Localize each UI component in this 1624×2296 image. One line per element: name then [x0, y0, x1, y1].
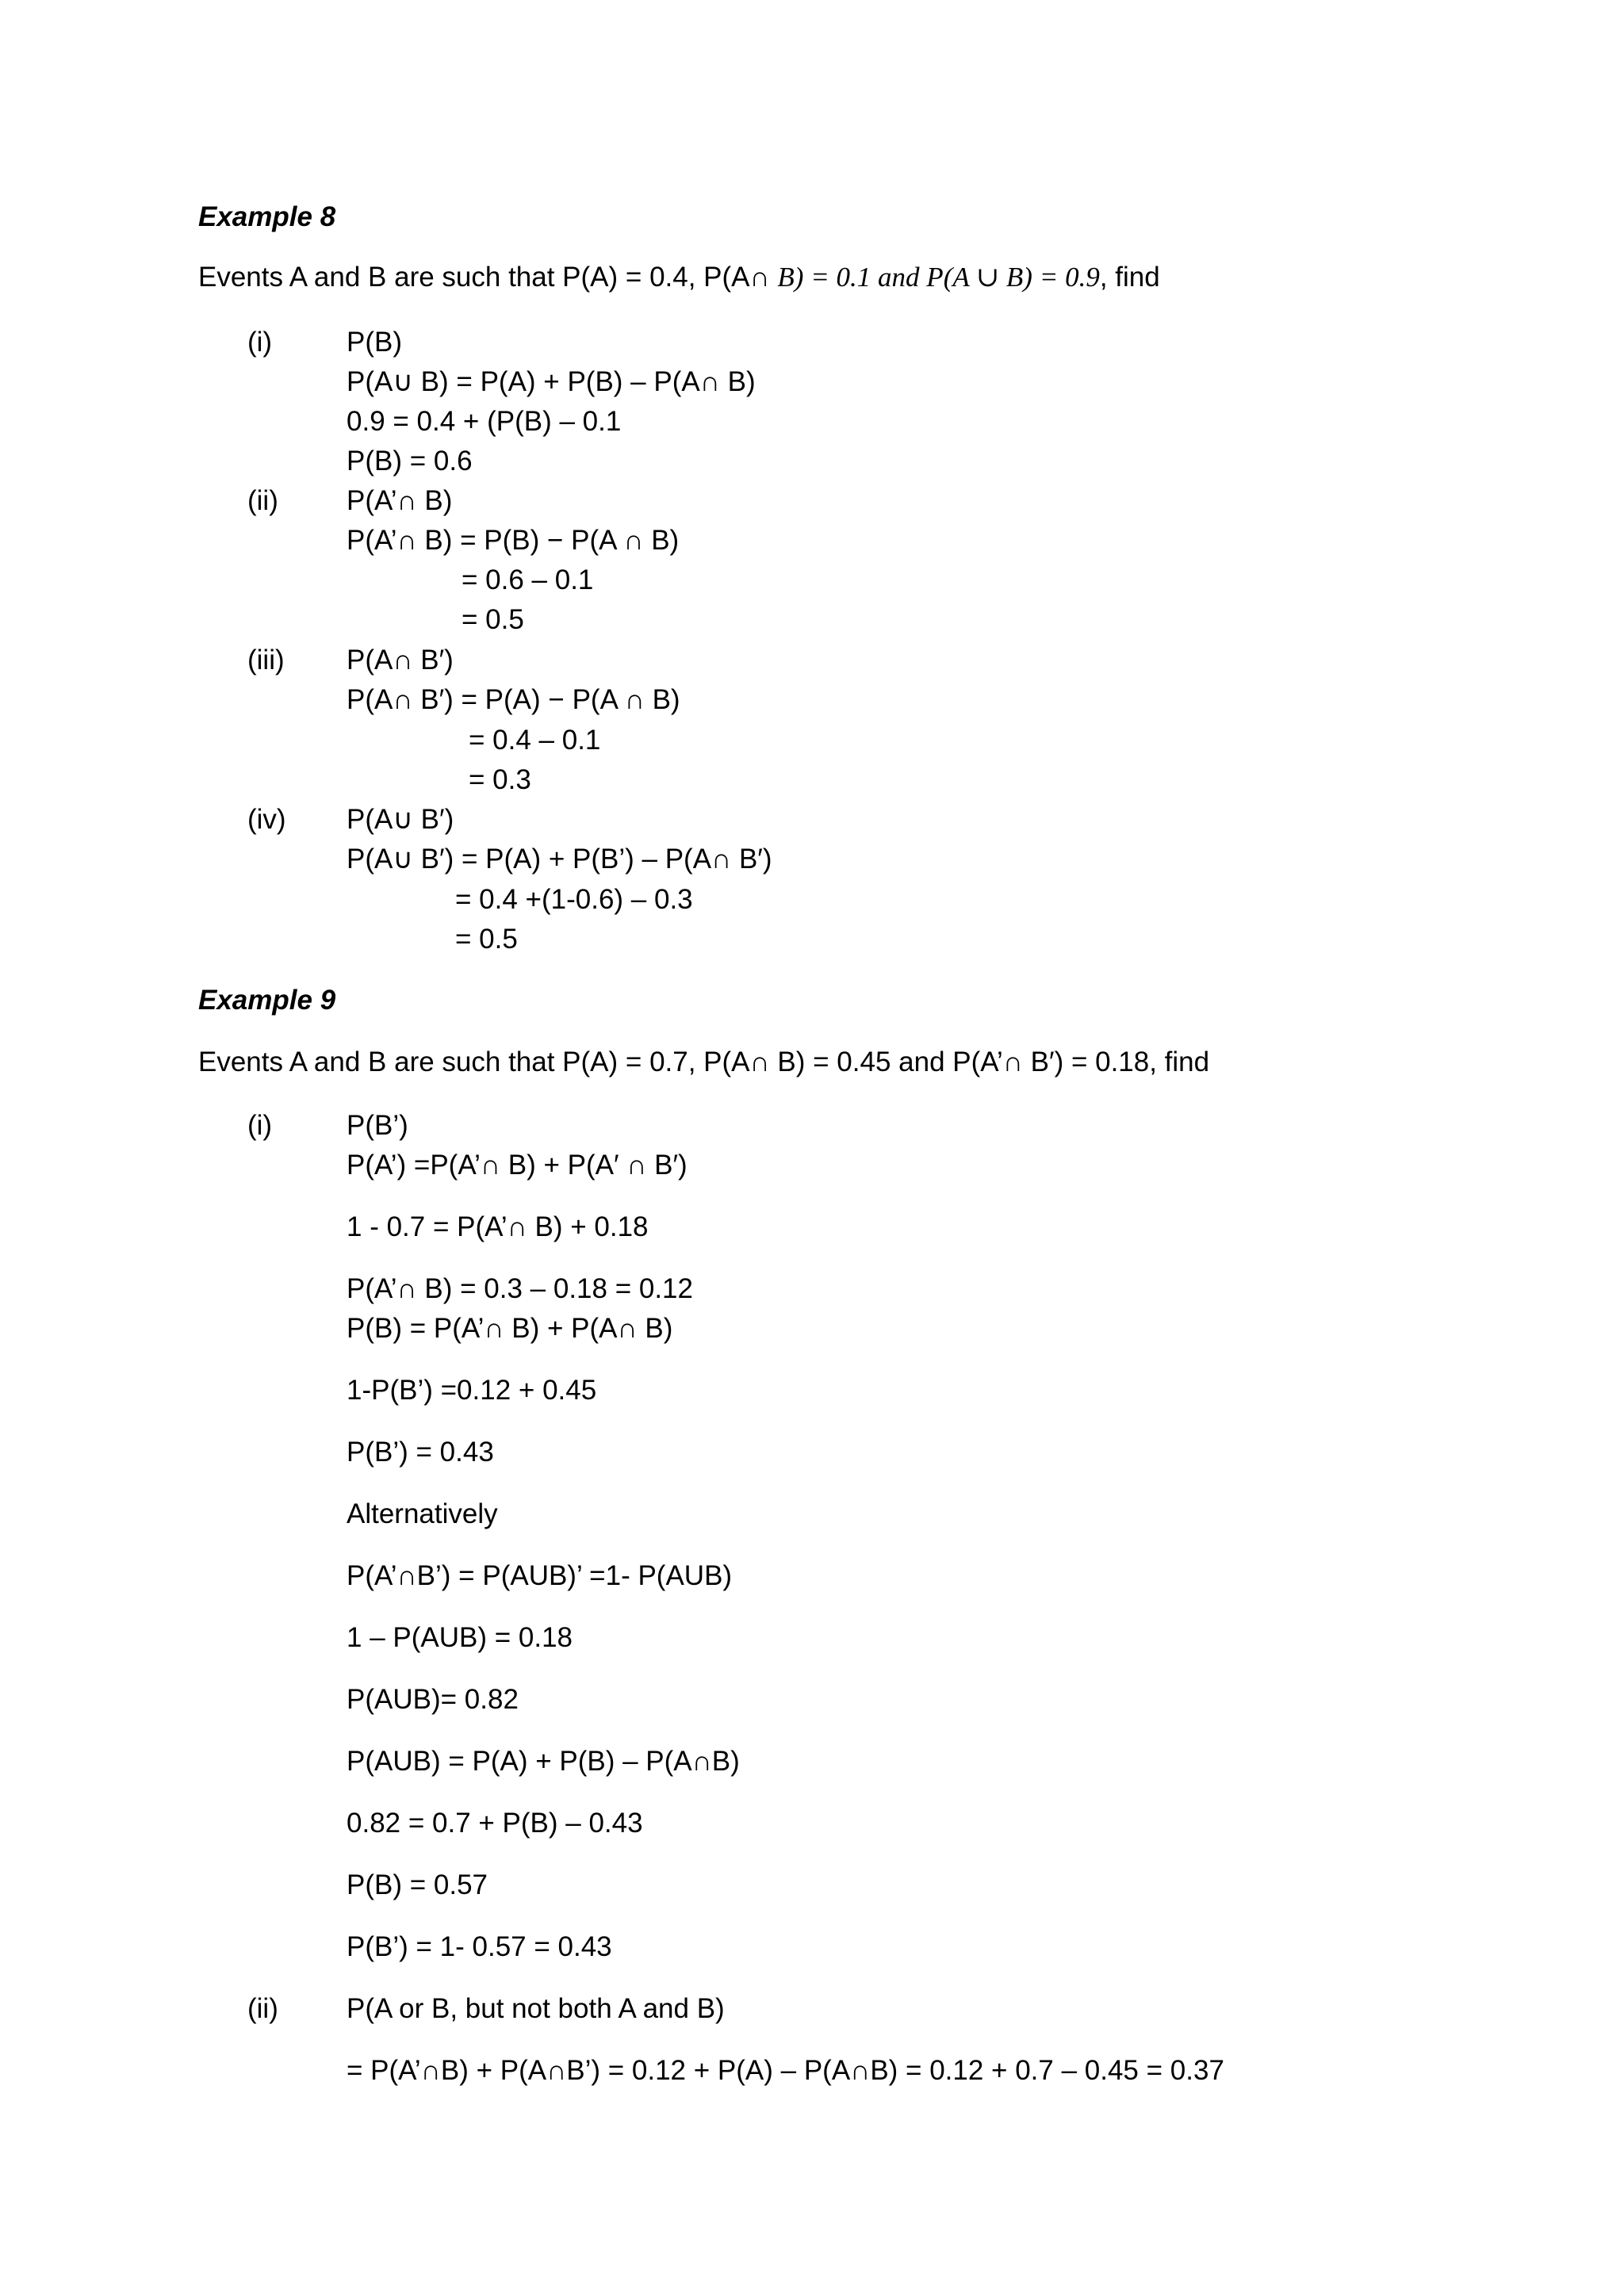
solution-line: P(B) = 0.57	[347, 1869, 488, 1900]
solution-line: P(A’∩ B)	[347, 485, 453, 516]
solution-line: P(AUB)= 0.82	[347, 1684, 519, 1715]
solution-line: = 0.5	[462, 604, 524, 635]
solution-line: P(B’) = 0.43	[347, 1437, 494, 1468]
solution-line: P(B)	[347, 327, 402, 358]
part-label-i: (i)	[247, 327, 273, 358]
solution-line: P(B) = 0.6	[347, 446, 473, 476]
solution-line: 1 - 0.7 = P(A’∩ B) + 0.18	[347, 1211, 649, 1242]
solution-line: P(B’) = 1- 0.57 = 0.43	[347, 1931, 612, 1962]
solution-line: P(AUB) = P(A) + P(B) – P(A∩B)	[347, 1746, 740, 1777]
solution-line: = 0.4 – 0.1	[469, 725, 601, 756]
solution-line: = 0.6 – 0.1	[462, 564, 594, 595]
solution-line: P(A’) =P(A’∩ B) + P(A′ ∩ B′)	[347, 1150, 688, 1181]
solution-line: P(A∩ B′)	[347, 645, 454, 675]
solution-line: P(A’∩B’) = P(AUB)’ =1- P(AUB)	[347, 1560, 733, 1591]
solution-line: = 0.5	[455, 924, 518, 955]
solution-line: Alternatively	[347, 1498, 498, 1529]
part-label-ii: (ii)	[247, 1993, 278, 2024]
solution-line: = 0.4 +(1-0.6) – 0.3	[455, 884, 693, 915]
solution-line: P(A’∩ B) = 0.3 – 0.18 = 0.12	[347, 1273, 693, 1304]
solution-line: P(A or B, but not both A and B)	[347, 1993, 725, 2024]
solution-line: P(A’∩ B) = P(B) − P(A ∩ B)	[347, 525, 680, 556]
statement-text: Events A and B are such that P(A) = 0.4, P(A∩	[198, 262, 778, 293]
solution-line: P(A∪ B′)	[347, 804, 454, 835]
part-label-iii: (iii)	[247, 645, 285, 675]
part-label-iv: (iv)	[247, 804, 286, 835]
example-9-statement: Events A and B are such that P(A) = 0.7, P(A∩ B) = 0.45 and P(A’∩ B′) = 0.18, find	[198, 1047, 1210, 1077]
example-9-heading: Example 9	[198, 985, 336, 1016]
solution-line: = 0.3	[469, 764, 531, 795]
example-8-statement	[198, 263, 1160, 291]
solution-line: P(A∩ B′) = P(A) − P(A ∩ B)	[347, 684, 680, 715]
solution-line: 0.82 = 0.7 + P(B) – 0.43	[347, 1808, 643, 1839]
solution-line: = P(A’∩B) + P(A∩B’) = 0.12 + P(A) – P(A∩B) = 0.12 + 0.7 – 0.45 = 0.37	[347, 2055, 1224, 2086]
statement-math: B) = 0.1 and P(A ∪ B) = 0.9	[777, 262, 1100, 293]
solution-line: P(B) = P(A’∩ B) + P(A∩ B)	[347, 1313, 673, 1344]
solution-line: 0.9 = 0.4 + (P(B) – 0.1	[347, 406, 622, 437]
example-8-heading: Example 8	[198, 201, 336, 232]
part-label-ii: (ii)	[247, 485, 278, 516]
solution-line: 1 – P(AUB) = 0.18	[347, 1622, 573, 1653]
solution-line: 1-P(B’) =0.12 + 0.45	[347, 1375, 597, 1406]
statement-tail: , find	[1099, 262, 1160, 293]
solution-line: P(A∪ B) = P(A) + P(B) – P(A∩ B)	[347, 366, 756, 397]
solution-line: P(A∪ B′) = P(A) + P(B’) – P(A∩ B′)	[347, 844, 772, 874]
part-label-i: (i)	[247, 1110, 273, 1141]
solution-line: P(B’)	[347, 1110, 408, 1141]
